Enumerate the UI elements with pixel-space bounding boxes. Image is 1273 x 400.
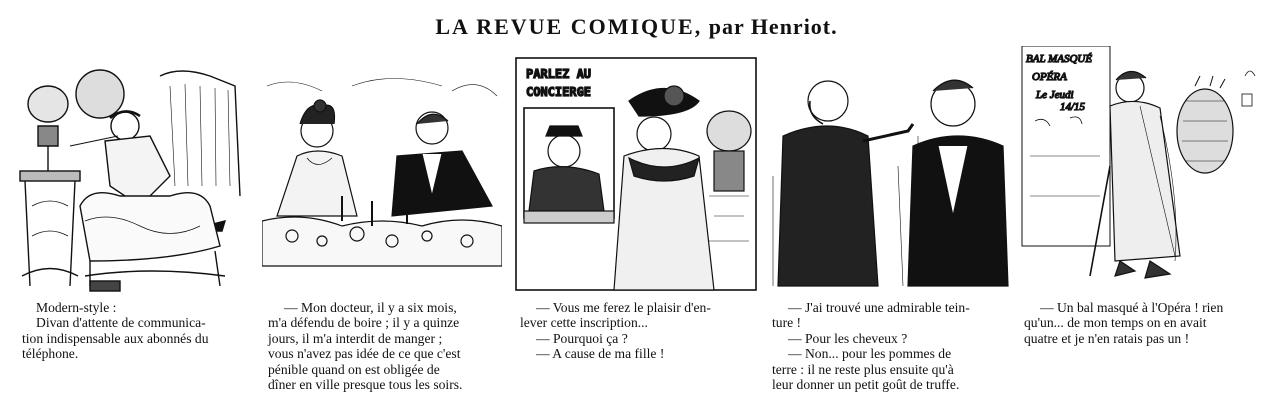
page-title [0,14,1273,40]
concierge-drawing [514,46,758,294]
caption-dinner-line: dîner en ville presque tous les soirs. [268,377,463,393]
opera-poster-line2: OPÉRA [1032,71,1067,83]
panel-dinner-illustration [262,46,502,294]
caption-dinner-line: vous n'avez pas idée de ce que c'est [268,346,461,362]
dinner-drawing [262,46,502,294]
caption-concierge-line: lever cette inscription... [520,315,648,331]
caption-divan-line: tion indispensable aux abonnés du [22,330,209,346]
caption-dinner-line: pénible quand on est obligée de [268,361,440,377]
panel-concierge-illustration [514,46,758,294]
divan-drawing [10,46,250,294]
caption-truffle [772,300,1004,392]
concierge-sign-line2: CONCIERGE [526,85,592,99]
caption-truffle-line: — J'ai trouvé une admirable tein- [788,300,970,315]
caption-concierge [520,300,752,362]
caption-dinner-line: — Mon docteur, il y a six mois, [284,300,457,315]
caption-truffle-line: — Non... pour les pommes de [788,346,952,362]
opera-poster-line3: Le Jeudi [1036,89,1074,101]
page-title-byline: par Henriot. [708,14,838,39]
opera-poster-line1: BAL MASQUÉ [1026,53,1093,65]
caption-truffle-line: ture ! [772,315,802,331]
caption-divan-line: Divan d'attente de communica- [36,315,206,331]
opera-drawing [1020,46,1260,294]
caption-divan-line: téléphone. [22,346,79,362]
concierge-sign-line1: PARLEZ AU [526,67,592,81]
caption-concierge-line: — Vous me ferez le plaisir d'en- [536,300,711,315]
caption-truffle-line: — Pour les cheveux ? [788,330,908,346]
caption-divan [22,300,247,362]
page-title-main: LA REVUE COMIQUE, [435,14,703,39]
caption-opera-line: quatre et je n'en ratais pas un ! [1024,330,1190,346]
caption-truffle-line: terre : il ne reste plus ensuite qu'à [772,361,954,377]
caption-divan-line: Modern-style : [36,300,117,315]
caption-opera-line: — Un bal masqué à l'Opéra ! rien [1040,300,1224,315]
caption-concierge-line: — Pourquoi ça ? [536,330,628,346]
caption-concierge-line: — A cause de ma fille ! [536,346,665,362]
opera-poster-line4: 14/15 [1060,101,1086,113]
panel-divan-illustration [10,46,250,294]
caption-opera [1024,300,1256,346]
truffle-drawing [768,46,1012,294]
caption-dinner [268,300,500,392]
caption-opera-line: qu'un... de mon temps on en avait [1024,315,1207,331]
panel-opera-illustration [1020,46,1260,294]
panel-truffle-illustration [768,46,1012,294]
caption-truffle-line: leur donner un petit goût de truffe. [772,377,960,393]
caption-dinner-line: jours, il m'a interdit de manger ; [268,330,443,346]
caption-dinner-line: m'a défendu de boire ; il y a quinze [268,315,460,331]
